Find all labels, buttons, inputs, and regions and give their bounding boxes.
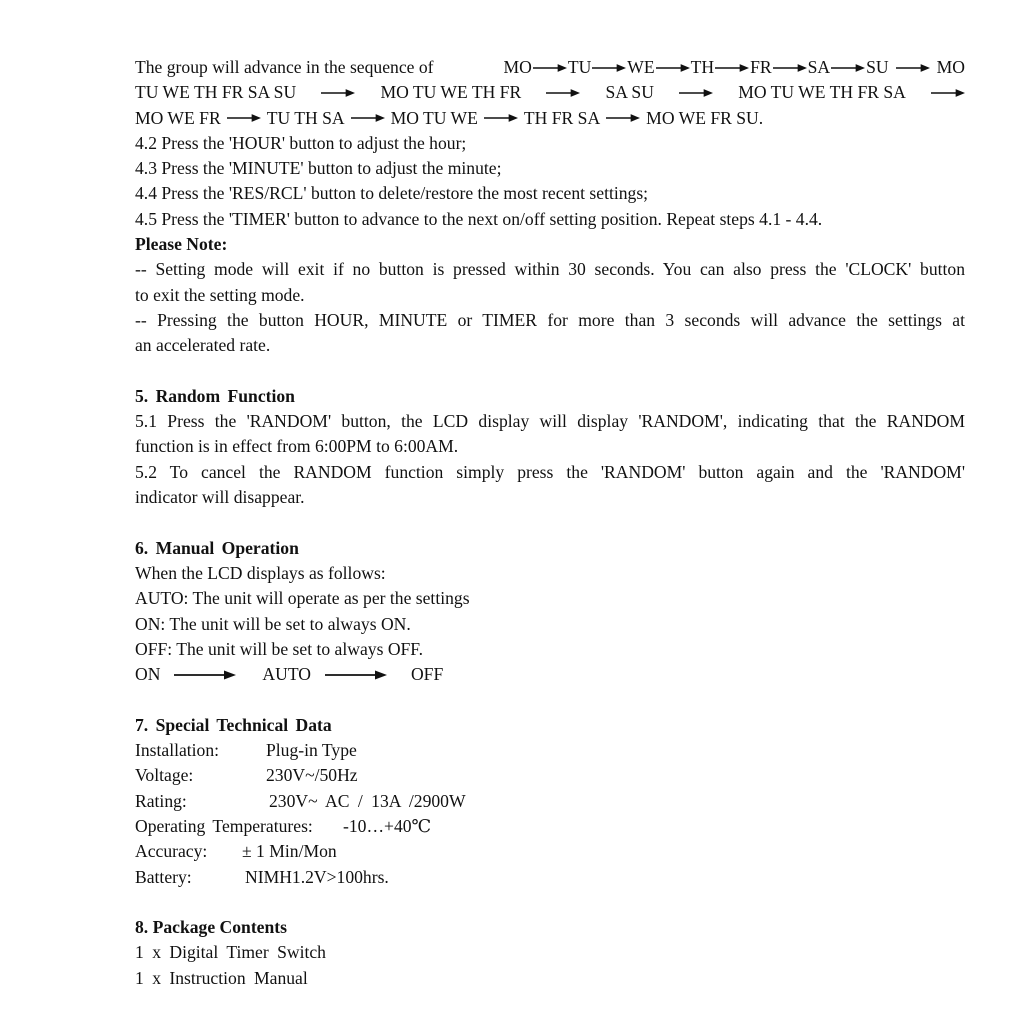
mode-label: OFF (410, 664, 444, 685)
arrow-right-icon (325, 669, 387, 681)
random-text: 5.2 To cancel the RANDOM function simply press the 'RANDOM' button again and the 'RANDOM' (135, 461, 965, 482)
manual-text: When the LCD displays as follows: (135, 562, 386, 583)
section-heading-manual: 6. Manual Operation (135, 537, 299, 558)
arrow-right-icon (656, 62, 690, 74)
step-4-4: 4.4 Press the 'RES/RCL' button to delete/restore the most recent settings; (135, 183, 649, 204)
day-group: MO TU WE (390, 107, 478, 128)
day-label: TU (567, 57, 592, 77)
random-text: 5.1 Press the 'RANDOM' button, the LCD display will display 'RANDOM', indicating that the RANDOM (135, 411, 965, 432)
note-text: -- Setting mode will exit if no button is pressed within 30 seconds. You can also press the 'CLOCK' button (135, 259, 965, 280)
tech-row (135, 814, 965, 839)
tech-label: Rating: (135, 790, 187, 811)
tech-value: 230V~ AC / 13A /2900W (269, 790, 466, 811)
tech-value: 230V~/50Hz (266, 765, 358, 786)
note-text: an accelerated rate. (135, 335, 271, 356)
day-group: TU TH SA (266, 107, 345, 128)
arrow-right-icon (227, 112, 261, 124)
section-heading-package: 8. Package Contents (135, 917, 287, 938)
day-group: MO TU WE TH FR (380, 82, 522, 103)
mode-label: ON (135, 664, 161, 685)
random-text: function is in effect from 6:00PM to 6:00AM. (135, 436, 459, 457)
sequence-intro: The group will advance in the sequence of (135, 57, 434, 77)
sequence-line-1 (135, 55, 965, 80)
tech-value: NIMH1.2V>100hrs. (245, 866, 389, 887)
manual-page (135, 55, 965, 991)
tech-row (135, 839, 965, 864)
day-label: WE (627, 57, 655, 77)
mode-label: AUTO (262, 664, 311, 685)
tech-row (135, 738, 965, 763)
arrow-right-icon (715, 62, 749, 74)
day-label: FR (750, 57, 772, 77)
tech-label: Installation: (135, 740, 220, 761)
section-heading-tech: 7. Special Technical Data (135, 714, 332, 735)
sequence-days-1 (503, 55, 965, 80)
arrow-right-icon (679, 87, 713, 99)
manual-text: OFF: The unit will be set to always OFF. (135, 638, 424, 659)
day-group: MO TU WE TH FR SA (738, 82, 906, 103)
note-text: to exit the setting mode. (135, 284, 305, 305)
step-4-2: 4.2 Press the 'HOUR' button to adjust the hour; (135, 132, 467, 153)
sequence-line-3 (135, 106, 965, 131)
package-item: 1 x Instruction Manual (135, 967, 308, 988)
day-group: MO WE FR SU. (646, 107, 764, 128)
day-group: TH FR SA (523, 107, 601, 128)
package-item: 1 x Digital Timer Switch (135, 942, 326, 963)
manual-text: ON: The unit will be set to always ON. (135, 613, 411, 634)
arrow-right-icon (321, 87, 355, 99)
day-group: SA SU (605, 82, 654, 103)
tech-row (135, 789, 965, 814)
tech-row (135, 865, 965, 890)
arrow-right-icon (546, 87, 580, 99)
day-group: TU WE TH FR SA SU (135, 82, 297, 103)
tech-label: Voltage: (135, 765, 194, 786)
arrow-right-icon (896, 62, 930, 74)
tech-label: Accuracy: (135, 841, 208, 862)
day-label: MO (936, 57, 965, 77)
arrow-right-icon (533, 62, 567, 74)
day-label: MO (503, 57, 532, 77)
arrow-right-icon (773, 62, 807, 74)
tech-label: Operating Temperatures: (135, 815, 313, 836)
day-label: SU (866, 57, 889, 77)
note-heading: Please Note: (135, 234, 228, 255)
arrow-right-icon (484, 112, 518, 124)
random-text: indicator will disappear. (135, 487, 305, 508)
sequence-line-2 (135, 80, 965, 105)
arrow-right-icon (351, 112, 385, 124)
arrow-right-icon (606, 112, 640, 124)
note-text: -- Pressing the button HOUR, MINUTE or TIMER for more than 3 seconds will advance the settings at (135, 309, 965, 330)
tech-value: -10…+40℃ (343, 815, 432, 836)
day-label: TH (690, 57, 715, 77)
day-label: SA (807, 57, 831, 77)
day-group: MO WE FR (135, 107, 221, 128)
step-4-5: 4.5 Press the 'TIMER' button to advance to the next on/off setting position. Repeat steps 4.1 - 4.4. (135, 208, 823, 229)
arrow-right-icon (592, 62, 626, 74)
manual-text: AUTO: The unit will operate as per the settings (135, 588, 470, 609)
tech-value: Plug-in Type (266, 740, 357, 761)
step-4-3: 4.3 Press the 'MINUTE' button to adjust the minute; (135, 158, 502, 179)
tech-label: Battery: (135, 866, 192, 887)
arrow-right-icon (831, 62, 865, 74)
arrow-right-icon (931, 87, 965, 99)
tech-value: ± 1 Min/Mon (242, 841, 337, 862)
mode-flow (135, 662, 965, 687)
tech-row (135, 763, 965, 788)
section-heading-random: 5. Random Function (135, 385, 295, 406)
arrow-right-icon (174, 669, 236, 681)
